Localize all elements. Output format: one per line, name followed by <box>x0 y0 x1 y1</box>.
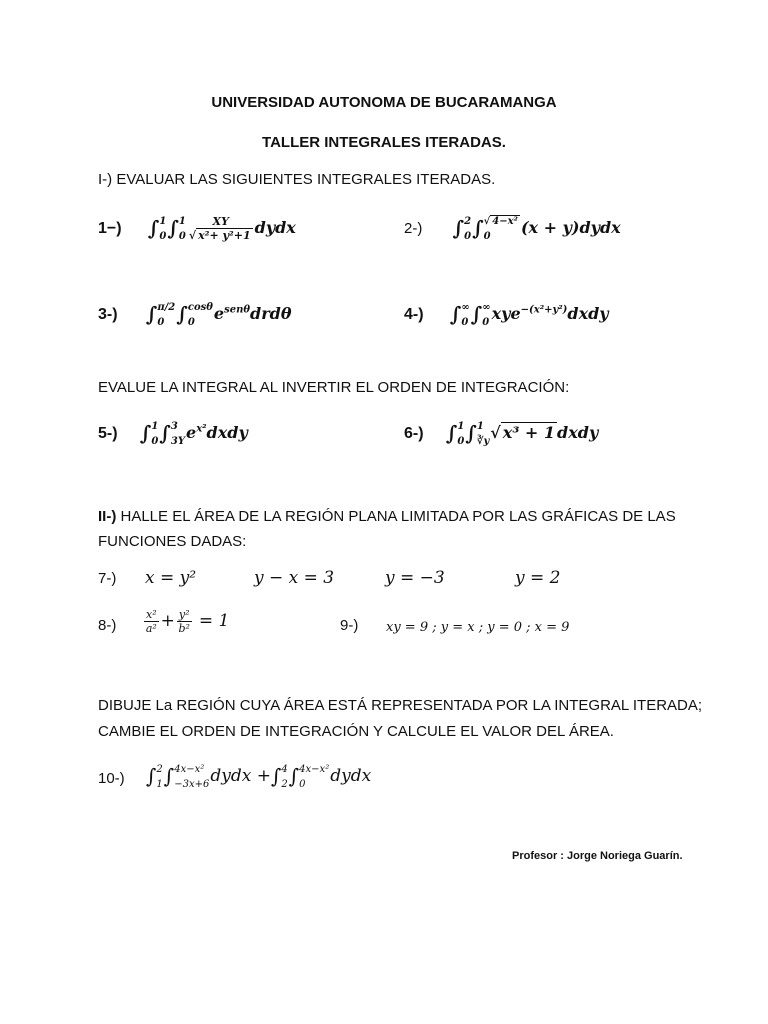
problem-7 <box>98 570 116 587</box>
problem-2-expression: ∫ 2 0 ∫ √ 4−x² 0 (x + y)dydx <box>452 215 621 242</box>
problem-2-label: 2-) <box>404 220 423 237</box>
problem-7-eq-a: x = y² <box>145 568 197 588</box>
problem-3-label: 3-) <box>98 306 118 323</box>
problem-1-expression: ∫ 1 0 ∫ 1 0 $\frac{XY}{\text{√ x²+ y²+1}}$ dydx <box>147 215 296 242</box>
invert-heading: EVALUE LA INTEGRAL AL INVERTIR EL ORDEN DE INTEGRACIÓN: <box>98 379 570 396</box>
university-title: UNIVERSIDAD AUTONOMA DE BUCARAMANGA <box>211 94 557 111</box>
problem-10-label: 10-) <box>98 770 125 787</box>
problem-7-label: 7-) <box>98 570 117 587</box>
problem-6-expression: ∫ 1 0 ∫ 1 ∛y √ x³ + 1 dxdy <box>445 420 599 447</box>
problem-3-expression: ∫ π/2 0 ∫ cosθ 0 $e^{sen\theta}drd\theta$ <box>145 301 292 328</box>
professor-signature: Profesor : Jorge Noriega Guarín. <box>512 850 683 862</box>
problem-5-expression: ∫ 1 0 ∫ 3 3Y $e^{x^2}dxdy$ <box>139 420 248 447</box>
problem-8-label: 8-) <box>98 617 117 634</box>
section3-line1: DIBUJE La REGIÓN CUYA ÁREA ESTÁ REPRESENTADA POR LA INTEGRAL ITERADA; <box>98 697 703 714</box>
problem-2 <box>404 214 621 242</box>
problem-4 <box>404 300 609 328</box>
problem-9-label: 9-) <box>340 617 359 634</box>
section2-heading-line1: II-) HALLE EL ÁREA DE LA REGIÓN PLANA LIMITADA POR LAS GRÁFICAS DE LAS <box>98 508 676 525</box>
problem-5-label: 5-) <box>98 425 118 442</box>
problem-10-expression: ∫ 2 1 ∫ 4x−x² −3x+6 dydx +∫ 4 2 ∫ 4x−x² 0 dydx <box>146 763 372 790</box>
problem-4-label: 4-) <box>404 306 424 323</box>
problem-8-expression: $\frac{\text{x²}}{\text{a²}}$ + $\frac{\text{y²}}{\text{b²}}$ = 1 <box>145 608 230 635</box>
problem-5 <box>98 419 248 447</box>
section3-line2: CAMBIE EL ORDEN DE INTEGRACIÓN Y CALCULE EL VALOR DEL ÁREA. <box>98 723 614 740</box>
problem-4-expression: ∫ ∞ 0 ∫ ∞ 0 xye$^{-(x^2+y^2)}$dxdy <box>449 301 609 328</box>
problem-7-eq-c: y = −3 <box>385 568 445 588</box>
problem-6 <box>404 419 598 447</box>
section2-heading-line2: FUNCIONES DADAS: <box>98 533 247 550</box>
workshop-title: TALLER INTEGRALES ITERADAS. <box>262 134 506 151</box>
problem-1-label: 1−) <box>98 220 122 237</box>
problem-6-label: 6-) <box>404 425 424 442</box>
problem-3 <box>98 300 292 328</box>
problem-7-eq-d: y = 2 <box>515 568 561 588</box>
section1-heading: I-) EVALUAR LAS SIGUIENTES INTEGRALES ITERADAS. <box>98 171 496 188</box>
problem-9-expression: xy = 9 ; y = x ; y = 0 ; x = 9 <box>386 620 570 635</box>
problem-1 <box>98 214 296 242</box>
problem-7-eq-b: y − x = 3 <box>254 568 335 588</box>
